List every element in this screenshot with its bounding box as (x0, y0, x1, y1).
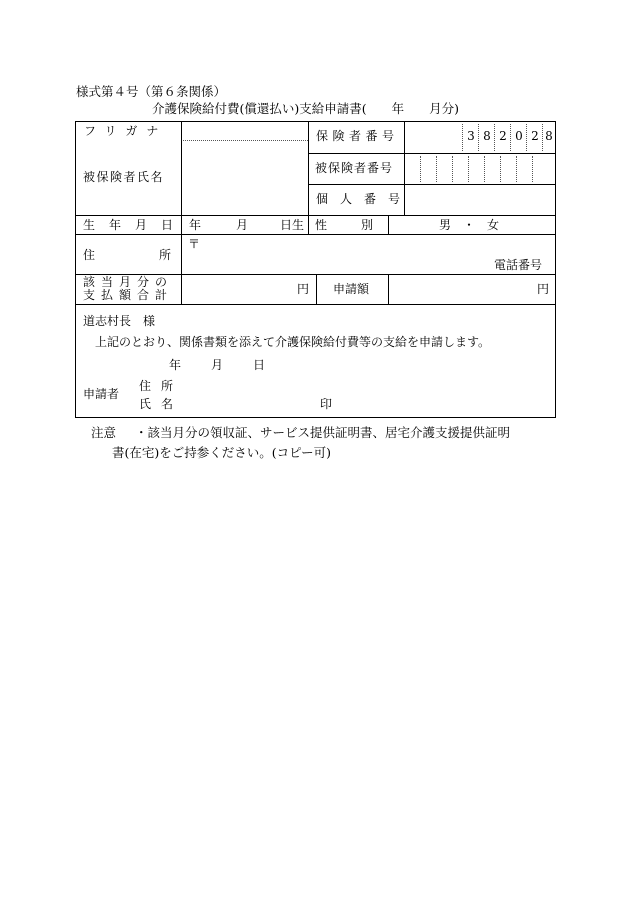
address-label: 住所 (83, 248, 236, 262)
digit-sep (510, 124, 511, 151)
note-label: 注意 (91, 425, 117, 440)
insurer-digit: 0 (515, 129, 523, 143)
birth-year-label: 年 (189, 218, 202, 232)
furigana-line (181, 140, 308, 141)
addressee: 道志村長 様 (83, 314, 156, 328)
digit-sep (420, 156, 421, 182)
digit-sep (462, 124, 463, 151)
digit-sep (500, 156, 501, 182)
phone-label: 電話番号 (494, 258, 543, 272)
form-number: 様式第４号（第６条関係） (76, 84, 227, 99)
note-line2: 書(在宅)をご持参ください。(コピー可) (112, 445, 332, 460)
request-amount-label: 申請額 (333, 282, 370, 296)
insurer-digit: 2 (531, 129, 539, 143)
statement: 上記のとおり、関係書類を添えて介護保険給付費等の支給を申請します。 (95, 335, 491, 349)
digit-sep (452, 156, 453, 182)
row-line (75, 215, 556, 216)
total-yen: 円 (297, 282, 310, 296)
birthdate-label: 生年月日 (83, 218, 188, 232)
digit-sep (516, 156, 517, 182)
date-year: 年 (169, 358, 182, 372)
applicant-address-label: 住所 (139, 379, 184, 393)
total-label-line1: 該当月分の (83, 275, 174, 289)
postal-mark: 〒 (188, 237, 201, 251)
birth-month-label: 月 (236, 218, 249, 232)
digit-sep (478, 124, 479, 151)
row-line (308, 153, 556, 154)
applicant-label: 申請者 (83, 387, 120, 401)
date-month: 月 (211, 358, 224, 372)
form-title: 介護保険給付費(償還払い)支給申請書( 年 月分) (152, 101, 460, 116)
request-yen: 円 (537, 282, 550, 296)
applicant-name-label: 氏名 (139, 397, 184, 411)
digit-sep (468, 156, 469, 182)
insurer-digit: 3 (467, 129, 475, 143)
sex-label: 性別 (315, 218, 408, 232)
note-line1: ・該当月分の領収証、サービス提供証明書、居宅介護支援提供証明 (135, 425, 511, 440)
digit-sep (532, 156, 533, 182)
insurer-digit: 8 (483, 129, 491, 143)
personal-number-label: 個人番号 (316, 192, 413, 206)
digit-sep (526, 124, 527, 151)
birth-day-label: 日生 (280, 218, 305, 232)
furigana-label (84, 125, 173, 137)
seal-mark: 印 (320, 397, 333, 411)
col-line (316, 274, 317, 304)
row-line (308, 184, 556, 185)
application-form (75, 121, 556, 418)
total-label-line2: 支払額合計 (83, 288, 174, 302)
digit-sep (484, 156, 485, 182)
insured-number-label: 被保険者番号 (315, 161, 394, 175)
row-line (75, 234, 556, 235)
insured-name-label: 被保険者氏名 (83, 170, 165, 184)
col-line (181, 121, 182, 304)
date-day: 日 (253, 358, 266, 372)
row-line (75, 304, 556, 305)
digit-sep (494, 124, 495, 151)
insurer-digit: 2 (499, 129, 507, 143)
col-line (388, 274, 389, 304)
col-line (308, 121, 309, 234)
sex-options: 男 ・ 女 (439, 218, 500, 232)
label-text: フリガナ (84, 124, 168, 138)
insurer-number-label: 保険者番号 (316, 129, 399, 143)
digit-sep (436, 156, 437, 182)
insurer-digit: 8 (545, 129, 553, 143)
